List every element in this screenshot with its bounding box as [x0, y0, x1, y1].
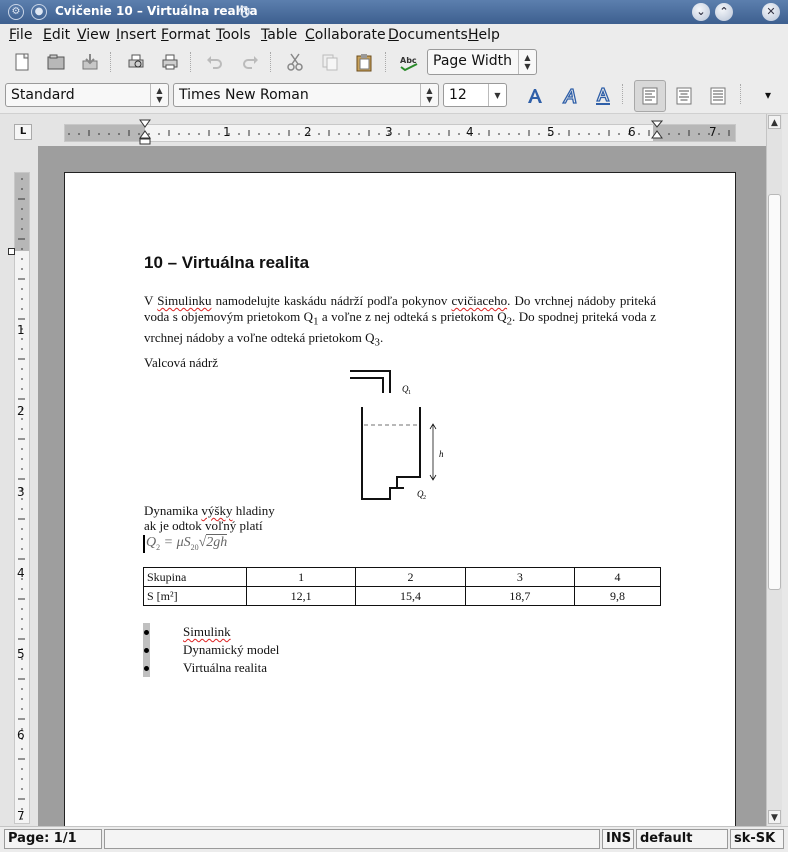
toolbar-separator [740, 84, 741, 104]
scroll-up-icon[interactable]: ▲ [768, 115, 781, 129]
right-indent-marker[interactable] [651, 119, 663, 149]
status-bar [0, 826, 788, 852]
toolbar-separator [110, 52, 111, 72]
toolbar-separator [270, 52, 271, 72]
new-document-icon[interactable] [10, 50, 34, 74]
spin-arrows-icon: ▲ ▼ [150, 84, 168, 106]
list-item[interactable]: Dynamický model [143, 641, 443, 659]
ruler-ticks [65, 125, 737, 143]
underline-icon[interactable] [591, 84, 615, 108]
menu-edit[interactable]: Edit [43, 27, 71, 43]
redo-icon[interactable] [238, 50, 262, 74]
menu-format[interactable]: Format [161, 27, 211, 43]
ruler-number: 3 [17, 485, 25, 499]
ruler-number: 3 [385, 125, 393, 139]
dynamics-line-1[interactable]: Dynamika výšky hladiny [144, 503, 275, 518]
scrollbar-thumb[interactable] [768, 194, 781, 590]
table-cell[interactable]: 15,4 [356, 587, 465, 606]
menu-tools[interactable]: Tools [216, 27, 251, 43]
toolbar-separator [385, 52, 386, 72]
table-cell[interactable]: 9,8 [575, 587, 661, 606]
font-size-select[interactable] [443, 83, 507, 107]
toolbar-separator [190, 52, 191, 72]
horizontal-ruler[interactable] [64, 124, 736, 142]
cut-icon[interactable] [283, 50, 307, 74]
horizontal-ruler-area [0, 114, 766, 146]
tab-stop-selector[interactable]: L [14, 124, 32, 140]
menu-collaborate[interactable]: Collaborate [305, 27, 386, 43]
svg-text:h: h [439, 449, 444, 459]
table-cell[interactable]: 2 [356, 568, 465, 587]
align-center-icon[interactable] [672, 84, 696, 108]
ruler-number: 2 [17, 404, 25, 418]
bullet-icon [144, 630, 149, 635]
table-cell[interactable]: 4 [575, 568, 661, 587]
table-cell[interactable]: S [m²] [144, 587, 247, 606]
parameters-table[interactable] [143, 567, 661, 606]
standard-toolbar [0, 46, 788, 78]
formatting-toolbar [0, 78, 788, 114]
vertical-ruler[interactable] [14, 172, 30, 824]
left-indent-marker[interactable] [139, 119, 151, 149]
document-canvas[interactable] [38, 146, 766, 826]
menu-insert[interactable]: Insert [116, 27, 157, 43]
align-justify-icon[interactable] [706, 84, 730, 108]
ruler-number: 6 [17, 728, 25, 742]
table-cell[interactable]: Skupina [144, 568, 247, 587]
intro-paragraph[interactable]: V Simulinku namodelujte kaskádu nádrží podľa pokynov cvičiaceho. Do vrchnej nádoby priteká voda s objemovým prietokom $Q_1$ a voľne z nej odteká s prietokom $Q_2$. Do spodnej priteká voda z vrchnej nádoby a voľne odteká prietokom $Q_3$. [144, 293, 656, 349]
font-name-value: Times New Roman [179, 87, 309, 103]
window-title: Cvičenie 10 – Virtuálna realita [55, 4, 258, 18]
menu-table[interactable]: Table [261, 27, 298, 43]
ruler-number: 4 [17, 566, 25, 580]
svg-text:1: 1 [408, 390, 411, 396]
maximize-button[interactable]: ⌃ [715, 3, 733, 21]
formula[interactable]: $Q_2 = \mu S_{20}√2gh$ [143, 535, 227, 553]
font-size-value: 12 [449, 87, 467, 103]
bullet-icon [144, 648, 149, 653]
undo-icon[interactable] [203, 50, 227, 74]
ruler-number: 1 [17, 323, 25, 337]
table-cell[interactable]: 1 [247, 568, 356, 587]
menu-bar [0, 24, 788, 46]
ruler-number: 1 [223, 125, 231, 139]
ruler-number: 7 [709, 125, 717, 139]
zoom-value: Page Width [433, 53, 513, 69]
table-row [144, 587, 661, 606]
dynamics-line-2[interactable]: ak je odtok voľný platí [144, 518, 263, 533]
insert-mode[interactable]: INS [602, 829, 634, 849]
chevron-down-icon: ▼ [488, 84, 506, 106]
tank-diagram[interactable] [345, 367, 455, 503]
ruler-number: 4 [466, 125, 474, 139]
scroll-down-icon[interactable]: ▼ [768, 810, 781, 824]
ruler-number: 5 [547, 125, 555, 139]
top-margin-handle[interactable] [8, 248, 15, 255]
bold-icon[interactable] [523, 84, 547, 108]
ruler-number: 7 [17, 809, 25, 823]
page-indicator: Page: 1/1 [4, 829, 102, 849]
table-cell[interactable]: 18,7 [465, 587, 574, 606]
italic-icon[interactable] [558, 84, 582, 108]
ruler-number: 5 [17, 647, 25, 661]
table-cell[interactable]: 12,1 [247, 587, 356, 606]
language[interactable]: sk-SK [730, 829, 784, 849]
align-left-icon[interactable] [634, 80, 666, 112]
swirl-icon [236, 4, 252, 20]
status-message [104, 829, 600, 849]
paragraph-style-value: Standard [11, 87, 75, 103]
pin-icon[interactable]: ● [31, 4, 47, 20]
svg-text:2: 2 [423, 495, 426, 501]
print-preview-icon[interactable] [124, 50, 148, 74]
paragraph-style-select[interactable] [5, 83, 169, 107]
title-bar [0, 0, 788, 24]
font-name-select[interactable] [173, 83, 439, 107]
spin-arrows-icon: ▲ ▼ [420, 84, 438, 106]
menu-help[interactable]: Help [468, 27, 500, 43]
save-icon[interactable] [78, 50, 102, 74]
bullet-list[interactable] [143, 623, 443, 677]
table-row [144, 568, 661, 587]
zoom-select[interactable] [427, 49, 537, 75]
list-item[interactable]: Virtuálna realita [143, 659, 443, 677]
svg-text:Q: Q [417, 489, 424, 499]
open-folder-icon[interactable] [44, 50, 68, 74]
svg-text:Q: Q [402, 384, 409, 394]
app-menu-icon[interactable]: ⚙ [8, 4, 24, 20]
toolbar-separator [622, 84, 623, 104]
menu-view[interactable]: View [77, 27, 111, 43]
tank-label[interactable]: Valcová nádrž [144, 355, 218, 370]
print-icon[interactable] [158, 50, 182, 74]
bullet-icon [144, 666, 149, 671]
copy-icon[interactable] [318, 50, 342, 74]
toolbar-overflow-icon[interactable]: ▾ [765, 88, 772, 102]
ruler-number: 6 [628, 125, 636, 139]
close-button[interactable]: ✕ [762, 3, 780, 21]
page[interactable] [64, 172, 736, 826]
table-cell[interactable]: 3 [465, 568, 574, 587]
page-style[interactable]: default [636, 829, 728, 849]
document-heading[interactable]: 10 – Virtuálna realita [144, 253, 310, 272]
minimize-button[interactable]: ⌄ [692, 3, 710, 21]
list-item[interactable]: Simulink [143, 623, 443, 641]
spin-arrows-icon: ▲ ▼ [518, 50, 536, 74]
ruler-number: 2 [304, 125, 312, 139]
spellcheck-icon[interactable] [397, 50, 421, 74]
menu-documents[interactable]: Documents [388, 27, 468, 43]
svg-text:Abc: Abc [400, 56, 417, 65]
vertical-scrollbar[interactable] [766, 114, 782, 826]
paste-icon[interactable] [352, 50, 376, 74]
menu-file[interactable]: File [9, 27, 33, 43]
